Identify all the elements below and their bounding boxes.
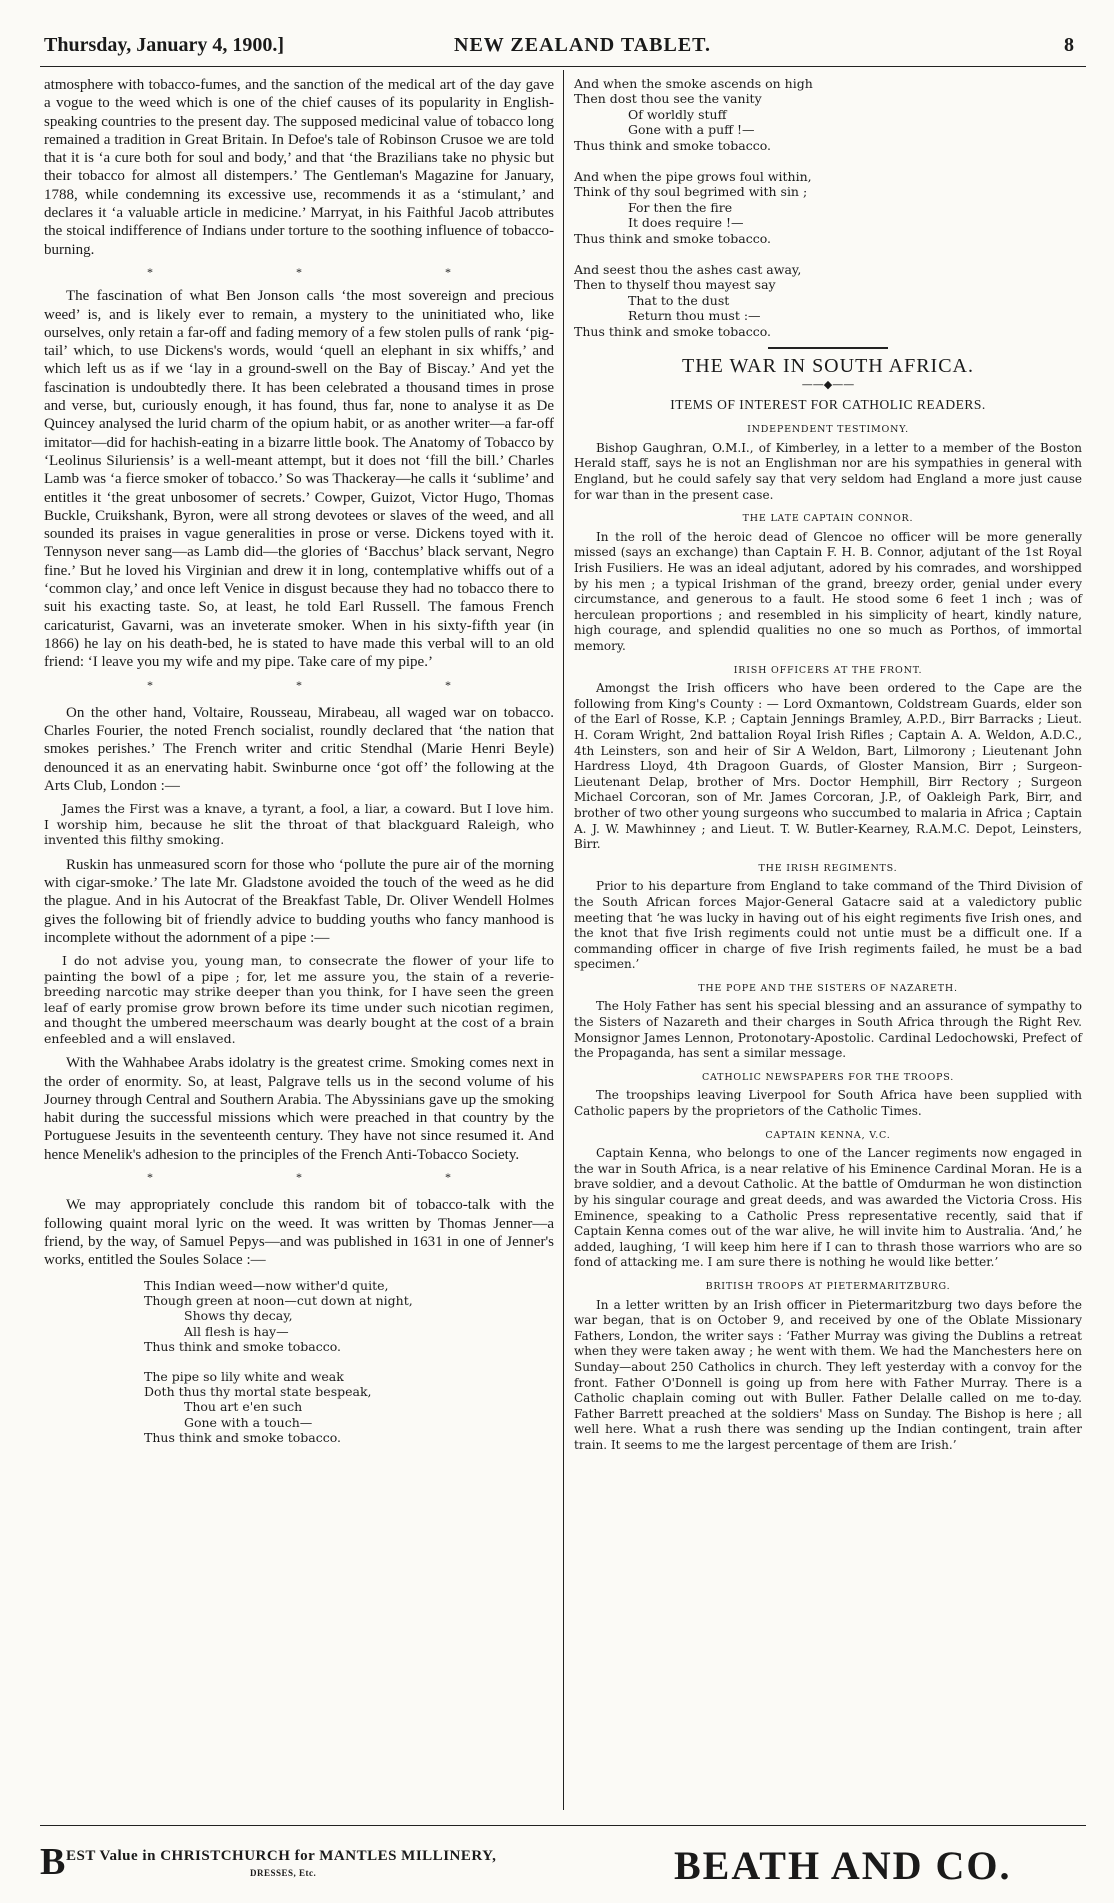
verse-line: It does require !—	[628, 215, 744, 231]
item-text: Captain Kenna, who belongs to one of the Lancer regiments now engaged in the war in South Africa, is a near relative of his Eminence Cardinal Moran. He is a brave soldier, and a devout Catholic. At the battle of Omdurman he won distinction by his singular courage and great deeds, and was awarded the Victoria Cross. His Eminence, speaking to a Catholic Press representative recently, said that if Captain Kenna comes out of the war alive, he will invite him to Australia. ‘And,’ he added, laughing, ‘I will keep him here if I can to thrash those warriors who are so fond of attacking me. I am sure there is nothing he would like better.’	[574, 1146, 1082, 1270]
poem-stanza	[574, 76, 1082, 153]
verse-line: Shows thy decay,	[184, 1308, 293, 1324]
item-text: The Holy Father has sent his special blessing and an assurance of sympathy to the Sisters of Nazareth and their charges in South Africa through the Right Rev. Monsignor James Lennon, Protonotary-Apostolic. Cardinal Ledochowski, Prefect of the Propaganda, has sent a similar message.	[574, 999, 1082, 1061]
paragraph: The fascination of what Ben Jonson calls ‘the most sovereign and precious weed’ is, and is likely ever to remain, a mystery to the uninitiated who, like ourselves, only retain a far-off and fading memory of a few stolen pulls of rank ‘pig-tail’ which, to use Dickens's words, would ‘quell an elephant in six whiffs,’ and which left us as if we ‘lay in a ground-swell on the Bay of Biscay.’ And yet the fascination is undoubtedly there. It has been celebrated a thousand times in prose and verse, but, curiously enough, it has found, thus far, none to analyse it as De Quincey analysed the lurid charm of the opium habit, or as another writer—a far-off imitator—did for hachish-eating in a bizarre little book. The Anatomy of Tobacco by ‘Leolinus Siluriensis’ is a well-meant attempt, but it does not ‘fill the bill.’ Charles Lamb was ‘a fierce smoker of tobacco.’ So was Thackeray—he calls it ‘sublime’ and entitles it ‘the great unbosomer of secrets.’ Cowper, Guizot, Victor Hugo, Thomas Buckle, Cruikshank, Byron, were all strong devotees or slaves of the weed, and all sounded its praises in vague generalities in prose or verse. Dickens toyed with it. Tennyson never sang—as Lamb did—the glories of ‘Bacchus’ black servant, Negro fine.’ But he loved his Virginian and drew it in long, contemplative whiffs out of a ‘common clay,’ and once left Venice in disgust because they had no tobacco there to suit his exacting taste. So, at least, he told Earl Russell. The famous French caricaturist, Gavarni, was an inveterate smoker. When in his sixty-fifth year (in 1866) he lay on his death-bed, he is stated to have made this verbal will to an old friend: ‘I leave you my wife and my pipe. Take care of my pipe.’	[44, 288, 554, 671]
poem-stanza	[144, 1369, 554, 1446]
item-text: In the roll of the heroic dead of Glencoe no officer will be more generally missed (says an exchange) than Captain F. H. B. Connor, adjutant of the 1st Royal Irish Fusiliers. He was an ideal adjutant, adored by his comrades, and worshipped by his men ; a typical Irishman of the grand, breezy order, genial under every circumstance, and generous to a fault. He stood some 6 feet 1 inch ; was of herculean proportions ; and resembled in his simplicity of heart, kindly nature, high courage, and splendid qualities no one so much as Porthos, of immortal memory.	[574, 529, 1082, 653]
section-break: * * *	[147, 677, 521, 692]
verse-line: Gone with a puff !—	[628, 122, 755, 138]
block-quote: I do not advise you, young man, to consecrate the flower of your life to painting the bowl of a pipe ; for, let me assure you, the stain of a reverie-breeding narcotic may strike deeper than you think, for I have seen the green leaf of early promise grow brown before its time under such nicotian regimen, and thought the umbered meerschaum was dearly bought at the cost of a brain enfeebled and a will enslaved.	[44, 953, 554, 1046]
verse-line: Then dost thou see the vanity	[574, 91, 762, 107]
header-rule	[40, 66, 1086, 67]
verse-line: Gone with a touch—	[184, 1414, 313, 1430]
verse-line: For then the fire	[628, 199, 733, 215]
verse-line: Thus think and smoke tobacco.	[574, 323, 771, 339]
ad-text: EST Value in CHRISTCHURCH for MANTLES MILLINERY,	[66, 1848, 497, 1864]
issue-date: Thursday, January 4, 1900.]	[44, 34, 285, 56]
verse-line: Think of thy soul begrimed with sin ;	[574, 184, 808, 200]
verse-line: Doth thus thy mortal state bespeak,	[144, 1383, 372, 1399]
verse-line: That to the dust	[628, 292, 730, 308]
paragraph: Ruskin has unmeasured scorn for those who ‘pollute the pure air of the morning with cigar-smoke.’ The late Mr. Gladstone avoided the touch of the weed as he did the plague. And in his Autocrat of the Breakfast Table, Dr. Oliver Wendell Holmes gives the following bit of friendly advice to budding youths who fancy manhood is incomplete without the adornment of a pipe :—	[44, 856, 554, 946]
column-divider	[563, 70, 564, 1810]
block-quote: James the First was a knave, a tyrant, a fool, a liar, a coward. But I love him. I worship him, because he slit the throat of that blackguard Raleigh, who invented this filthy smoking.	[44, 801, 554, 848]
item-text: Bishop Gaughran, O.M.I., of Kimberley, in a letter to a member of the Boston Herald staff, says he is not an Englishman nor are his sympathies in general with England, but he could safely say that very seldom had England a more just cause for war than in the present case.	[574, 440, 1082, 502]
verse-line: Thus think and smoke tobacco.	[144, 1339, 341, 1355]
item-text: The troopships leaving Liverpool for South Africa have been supplied with Catholic papers by the proprietors of the Catholic Times.	[574, 1088, 1082, 1119]
verse-line: The pipe so lily white and weak	[144, 1368, 344, 1384]
poem-continued	[574, 76, 1082, 339]
verse-line: Thus think and smoke tobacco.	[574, 230, 771, 246]
verse-line: Though green at noon—cut down at night,	[144, 1292, 413, 1308]
item-heading: BRITISH TROOPS AT PIETERMARITZBURG.	[705, 1280, 951, 1292]
newspaper-title: NEW ZEALAND TABLET.	[454, 34, 712, 56]
item-heading: THE POPE AND THE SISTERS OF NAZARETH.	[698, 982, 958, 994]
verse-line: And seest thou the ashes cast away,	[574, 262, 802, 278]
ornament-rule: ——◆——	[801, 377, 855, 391]
item-heading: THE IRISH REGIMENTS.	[758, 862, 898, 874]
paragraph: On the other hand, Voltaire, Rousseau, Mirabeau, all waged war on tobacco. Charles Fourier, the noted French socialist, roundly declared that ‘the nation that smokes perishes.’ The French writer and critic Stendhal (Marie Henri Beyle) denounced it as an enervating habit. Swinburne once ‘got off’ the following at the Arts Club, London :—	[44, 704, 554, 794]
section-rule	[768, 347, 888, 349]
verse-line: Of worldly stuff	[628, 106, 727, 122]
paragraph: With the Wahhabee Arabs idolatry is the greatest crime. Smoking comes next in the order of enormity. So, at least, Palgrave tells us in the second volume of his Journey through Central and Southern Arabia. The Abyssinians gave up the smoking habit during the successful missions which were preached in that country by the Portuguese Jesuits in the seventeenth century. They have not since resumed it. And hence Menelik's adhesion to the principles of the French Anti-Tobacco Society.	[44, 1055, 554, 1163]
verse-line: Thou art e'en such	[184, 1399, 303, 1415]
footer-rule	[40, 1825, 1086, 1826]
item-heading: CAPTAIN KENNA, V.C.	[765, 1129, 891, 1141]
verse-line: And when the pipe grows foul within,	[574, 169, 812, 185]
poem	[144, 1278, 554, 1446]
page-header	[44, 30, 1084, 60]
left-column	[44, 76, 554, 1460]
verse-line: All flesh is hay—	[184, 1323, 289, 1339]
page-number: 8	[1064, 34, 1074, 56]
advertisement-footer	[40, 1838, 1086, 1888]
verse-line: And when the smoke ascends on high	[574, 76, 813, 91]
item-heading: INDEPENDENT TESTIMONY.	[747, 424, 909, 436]
ad-subtext: DRESSES, Etc.	[250, 1868, 317, 1878]
section-subtitle: ITEMS OF INTEREST FOR CATHOLIC READERS.	[670, 396, 986, 412]
section-break: * * *	[147, 1170, 521, 1185]
poem-stanza	[144, 1278, 554, 1355]
item-heading: THE LATE CAPTAIN CONNOR.	[742, 513, 914, 525]
item-text: Amongst the Irish officers who have been ordered to the Cape are the following from King's County : — Lord Oxmantown, Coldstream Guards, elder son of the Earl of Rosse, K.P. ; Captain Jennings Bramley, A.P.D., Birr Barracks ; Lieut. H. Coram Wright, 2nd battalion Royal Irish Rifles ; Captain A. A. Weldon, A.D.C., 4th Leinsters, son and heir of Sir A Weldon, Bart, Lilmorony ; Lieutenant John Hardress Lloyd, 4th Dragoon Guards, of Gloster Mansion, Birr ; Surgeon-Lieutenant Delap, brother of Mrs. Doctor Hemphill, Birr Rectory ; Surgeon Michael Corcoran, son of Mr. James Corcoran, J.P., of Oakleigh Park, Birr, and brother of two other young surgeons who succumbed to malaria in Africa ; Captain A. J. W. Mawhinney ; and Lieut. T. W. Butler-Kearney, R.A.M.C. Depot, Leinsters, Birr.	[574, 681, 1082, 852]
verse-line: Then to thyself thou mayest say	[574, 277, 776, 293]
verse-line: This Indian weed—now wither'd quite,	[144, 1277, 389, 1293]
item-text: In a letter written by an Irish officer in Pietermaritzburg two days before the war began, that is on October 9, and received by one of the Oblate Missionary Fathers, London, the writer says : ‘Father Murray was giving the Dublins a retreat when they were taken away ; he went with them. We had the Manchesters here on Sunday—about 250 Catholics in church. They left yesterday with a convoy for the front. Father O'Donnell is going up from here with Father Murray. There is a Catholic chaplain coming out with Buller. Father Delalle called on me to-day. Father Barrett preached at the soldiers' Mass on Sunday. The Bishop is here ; all well here. What a rush there was sending up the Indian contingent, train after train. It seems to me the largest percentage of them are Irish.’	[574, 1297, 1082, 1452]
advertiser-name: BEATH AND CO.	[674, 1843, 1012, 1888]
verse-line: Thus think and smoke tobacco.	[144, 1430, 341, 1446]
item-heading: CATHOLIC NEWSPAPERS FOR THE TROOPS.	[701, 1071, 955, 1083]
section-break: * * *	[147, 264, 521, 279]
right-column	[574, 76, 1082, 1454]
verse-line: Return thou must :—	[628, 308, 761, 324]
ad-initial: B	[40, 1841, 66, 1883]
paragraph: We may appropriately conclude this random bit of tobacco-talk with the following quaint moral lyric on the weed. It was written by Thomas Jenner—a friend, by the way, of Samuel Pepys—and was published in 1631 in one of Jenner's works, entitled the Soules Solace :—	[44, 1197, 554, 1269]
verse-line: Thus think and smoke tobacco.	[574, 137, 771, 153]
poem-stanza	[574, 262, 1082, 339]
item-heading: IRISH OFFICERS AT THE FRONT.	[733, 664, 923, 676]
poem-stanza	[574, 169, 1082, 246]
section-title: THE WAR IN SOUTH AFRICA.	[682, 355, 974, 378]
item-text: Prior to his departure from England to take command of the Third Division of the South African forces Major-General Gatacre said at a valedictory public meeting that ‘he was lucky in having out of his eight regiments five Irish ones, and the knot that five Irish regiments could not untie must be a difficult one. If a commanding officer in charge of five Irish regiments failed, he must be a bad specimen.’	[574, 879, 1082, 972]
paragraph: atmosphere with tobacco-fumes, and the sanction of the medical art of the day gave a vogue to the weed which is one of the chief causes of its popularity in English-speaking countries to the present day. The supposed medicinal value of tobacco long remained a tradition in Great Britain. In Defoe's tale of Robinson Crusoe we are told that it is ‘a cure both for soul and body,’ and that ‘the Brazilians take no physic but their tobacco for almost all distempers.’ The Gentleman's Magazine for January, 1788, while condemning its excessive use, recommends it as a ‘stimulant,’ and declares it ‘a valuable article in medicine.’ Marryat, in his Faithful Jacob attributes the stoical indifference of Indians under torture to the soothing influence of tobacco-burning.	[44, 77, 554, 258]
